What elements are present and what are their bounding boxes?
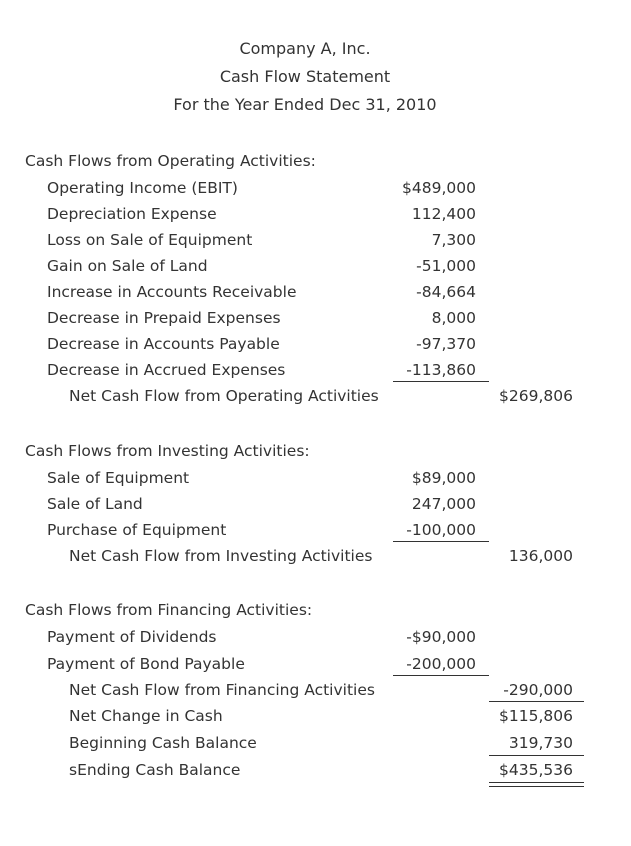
operating-item-label: Decrease in Prepaid Expenses: [47, 309, 281, 327]
statement-title: Cash Flow Statement: [219, 67, 391, 86]
ending-balance-amount: $435,536: [499, 761, 573, 779]
double-underline-top: [489, 782, 584, 783]
operating-subtotal-rule: [393, 381, 489, 382]
investing-heading: Cash Flows from Investing Activities:: [25, 442, 310, 460]
company-name: Company A, Inc.: [239, 39, 371, 58]
operating-item-label: Decrease in Accounts Payable: [47, 335, 280, 353]
financing-item-amount: -$90,000: [406, 628, 476, 646]
operating-item-amount: -113,860: [406, 361, 476, 379]
beginning-balance-amount: 319,730: [508, 734, 573, 752]
operating-net-label: Net Cash Flow from Operating Activities: [69, 387, 379, 405]
financing-net-label: Net Cash Flow from Financing Activities: [69, 681, 375, 699]
financing-subtotal-rule: [393, 675, 489, 676]
operating-item-label: Increase in Accounts Receivable: [47, 283, 297, 301]
operating-item-label: Depreciation Expense: [47, 205, 217, 223]
operating-item-label: Gain on Sale of Land: [47, 257, 208, 275]
investing-item-amount: $89,000: [411, 469, 476, 487]
investing-net-label: Net Cash Flow from Investing Activities: [69, 547, 373, 565]
financing-item-amount: -200,000: [406, 655, 476, 673]
investing-net-amount: 136,000: [508, 547, 573, 565]
net-change-label: Net Change in Cash: [69, 707, 223, 725]
operating-item-amount: 7,300: [431, 231, 476, 249]
net-change-amount: $115,806: [499, 707, 573, 725]
net-total-rule: [489, 701, 584, 702]
operating-item-amount: 8,000: [431, 309, 476, 327]
ending-balance-label: sEnding Cash Balance: [69, 761, 241, 779]
beginning-balance-label: Beginning Cash Balance: [69, 734, 257, 752]
statement-period: For the Year Ended Dec 31, 2010: [173, 95, 437, 114]
financing-net-amount: -290,000: [503, 681, 573, 699]
double-underline-bottom: [489, 786, 584, 787]
operating-item-amount: -97,370: [416, 335, 476, 353]
financing-item-label: Payment of Bond Payable: [47, 655, 245, 673]
operating-item-amount: -51,000: [416, 257, 476, 275]
investing-item-label: Sale of Equipment: [47, 469, 190, 487]
operating-item-label: Operating Income (EBIT): [47, 179, 238, 197]
operating-item-label: Decrease in Accrued Expenses: [47, 361, 286, 379]
operating-item-amount: 112,400: [411, 205, 476, 223]
operating-heading: Cash Flows from Operating Activities:: [25, 152, 316, 170]
investing-item-label: Purchase of Equipment: [47, 521, 227, 539]
investing-subtotal-rule: [393, 541, 489, 542]
operating-net-amount: $269,806: [499, 387, 573, 405]
operating-item-label: Loss on Sale of Equipment: [47, 231, 253, 249]
ending-subtotal-rule: [489, 755, 584, 756]
operating-item-amount: -84,664: [416, 283, 476, 301]
investing-item-amount: 247,000: [411, 495, 476, 513]
investing-item-amount: -100,000: [406, 521, 476, 539]
investing-item-label: Sale of Land: [47, 495, 143, 513]
financing-heading: Cash Flows from Financing Activities:: [25, 601, 313, 619]
financing-item-label: Payment of Dividends: [47, 628, 217, 646]
operating-item-amount: $489,000: [402, 179, 476, 197]
